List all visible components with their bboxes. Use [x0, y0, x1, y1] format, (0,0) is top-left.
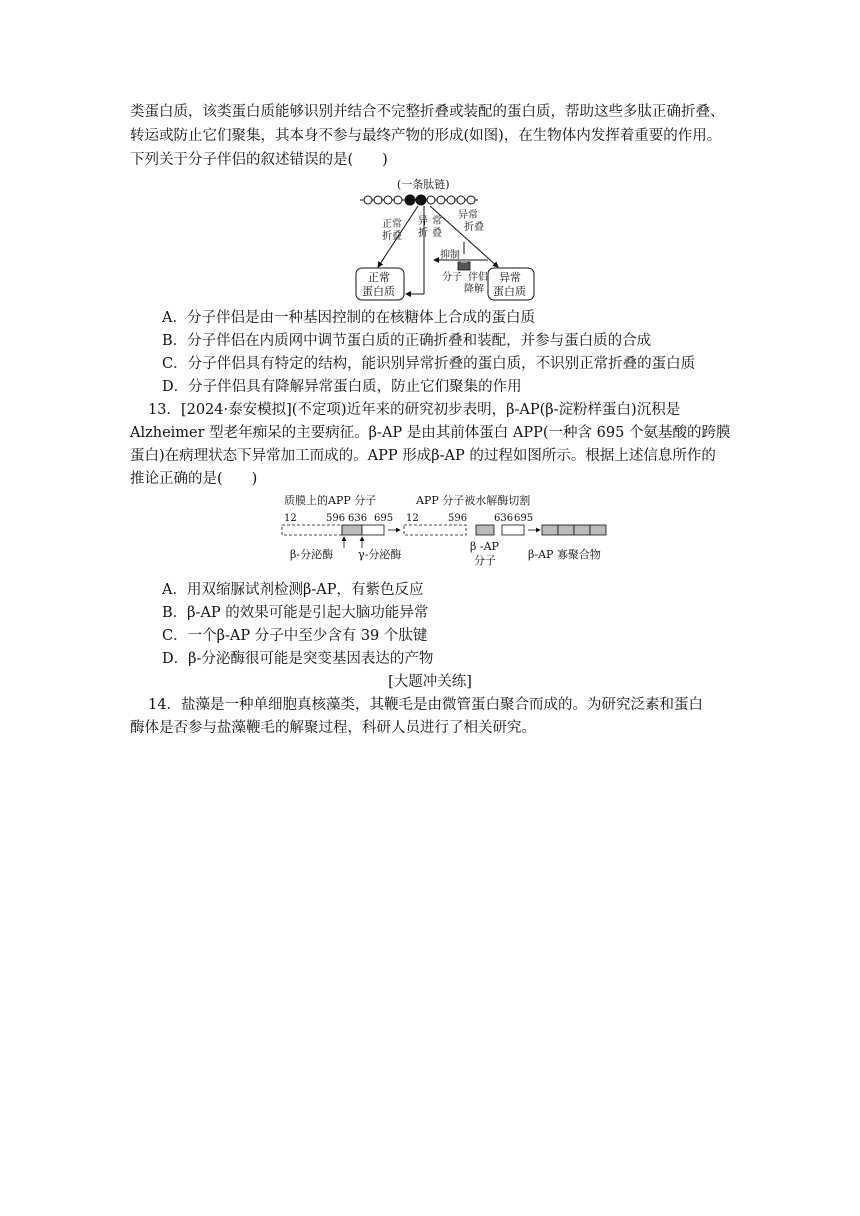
abnormal-fold-c1: 异常	[458, 210, 478, 221]
n695-a: 695	[374, 513, 394, 524]
app-processing-diagram	[280, 490, 620, 572]
gamma-secretase-label: γ-分泌酶	[358, 548, 402, 561]
q13-option-b: B．β-AP 的效果可能是引起大脑功能异常	[162, 605, 429, 621]
q12-text-line-1: 类蛋白质，该类蛋白质能够识别并结合不完整折叠或装配的蛋白质，帮助这些多肽正确折叠、	[130, 104, 725, 120]
inhibit-label: 抑制	[440, 250, 460, 261]
abnormal-protein-label-2: 蛋白质	[493, 285, 526, 298]
bap-oligomer-label: β-AP 寡聚合物	[528, 548, 601, 561]
app-cleaved-fragments	[404, 525, 524, 535]
normal-fold-label-2: 折叠	[382, 231, 402, 242]
n12-a: 12	[284, 513, 297, 524]
n695-b: 695	[514, 513, 534, 524]
q12-option-d: D．分子伴侣具有降解异常蛋白质，防止它们聚集的作用	[162, 379, 522, 395]
abnormal-fold-b2: 叠	[432, 228, 442, 239]
q14-text-line-1: 14．盐藻是一种单细胞真核藻类，其鞭毛是由微管蛋白聚合而成的。为研究泛素和蛋白	[148, 697, 703, 713]
n596-b: 596	[448, 513, 468, 524]
n636-b: 636	[494, 513, 514, 524]
chaperone-label-left: 分子	[442, 272, 462, 283]
q13-text-line-3: 蛋白)在病理状态下异常加工而成的。APP 形成β-AP 的过程如图所示。根据上述信息所作的	[130, 448, 716, 464]
q12-option-c: C．分子伴侣具有特定的结构，能识别异常折叠的蛋白质，不识别正常折叠的蛋白质	[162, 356, 696, 372]
n596-a: 596	[326, 513, 346, 524]
q12-question-stem: 下列关于分子伴侣的叙述错误的是( )	[130, 152, 388, 168]
normal-fold-label-1: 正常	[382, 219, 402, 230]
app-full-molecule	[282, 525, 384, 535]
n12-b: 12	[406, 513, 419, 524]
peptide-chain	[360, 195, 478, 205]
abnormal-fold-a2: 折	[418, 228, 428, 239]
degrade-label: 降解	[464, 284, 484, 295]
abnormal-fold-a1: 异	[418, 216, 428, 227]
bap-molecule-label-1: β -AP	[470, 540, 499, 553]
normal-protein-label-1: 正常	[368, 271, 390, 284]
app-cut-label: APP 分子被水解酶切割	[416, 494, 531, 507]
q14-text-line-2: 酶体是否参与盐藻鞭毛的解聚过程，科研人员进行了相关研究。	[130, 720, 536, 736]
normal-protein-label-2: 蛋白质	[362, 285, 395, 298]
q13-question-stem: 推论正确的是( )	[130, 471, 258, 487]
bap-molecule-label-2: 分子	[474, 554, 496, 567]
q13-text-line-1: 13．[2024·泰安模拟](不定项)近年来的研究初步表明，β-AP(β-淀粉样蛋白)沉积是	[148, 402, 681, 418]
q13-text-line-2: Alzheimer 型老年痴呆的主要病征。β-AP 是由其前体蛋白 APP(一种含 695 个氨基酸的跨膜	[130, 425, 731, 441]
q12-option-b: B．分子伴侣在内质网中调节蛋白质的正确折叠和装配，并参与蛋白质的合成	[162, 333, 652, 349]
q13-option-c: C．一个β-AP 分子中至少含有 39 个肽键	[162, 628, 428, 644]
chain-label: (一条肽链)	[397, 178, 450, 191]
abnormal-protein-label-1: 异常	[499, 271, 521, 284]
app-membrane-label: 质膜上的APP 分子	[284, 494, 377, 507]
abnormal-fold-c2: 折叠	[464, 222, 484, 233]
bap-oligomer-shape	[542, 525, 606, 535]
q12-text-line-2: 转运或防止它们聚集，其本身不参与最终产物的形成(如图)，在生物体内发挥着重要的作用。	[130, 128, 722, 144]
section-title: [大题冲关练]	[388, 674, 472, 690]
n636-a: 636	[348, 513, 368, 524]
q12-option-a: A．分子伴侣是由一种基因控制的在核糖体上合成的蛋白质	[162, 310, 535, 326]
q13-option-d: D．β-分泌酶很可能是突变基因表达的产物	[162, 651, 434, 667]
chaperone-label-right: 伴侣	[468, 272, 488, 283]
chaperone-diagram	[340, 172, 550, 302]
abnormal-fold-b1: 常	[432, 216, 442, 227]
beta-secretase-label: β-分泌酶	[290, 548, 334, 561]
chaperone-icon	[458, 260, 470, 270]
q13-option-a: A．用双缩脲试剂检测β-AP，有紫色反应	[162, 582, 424, 598]
